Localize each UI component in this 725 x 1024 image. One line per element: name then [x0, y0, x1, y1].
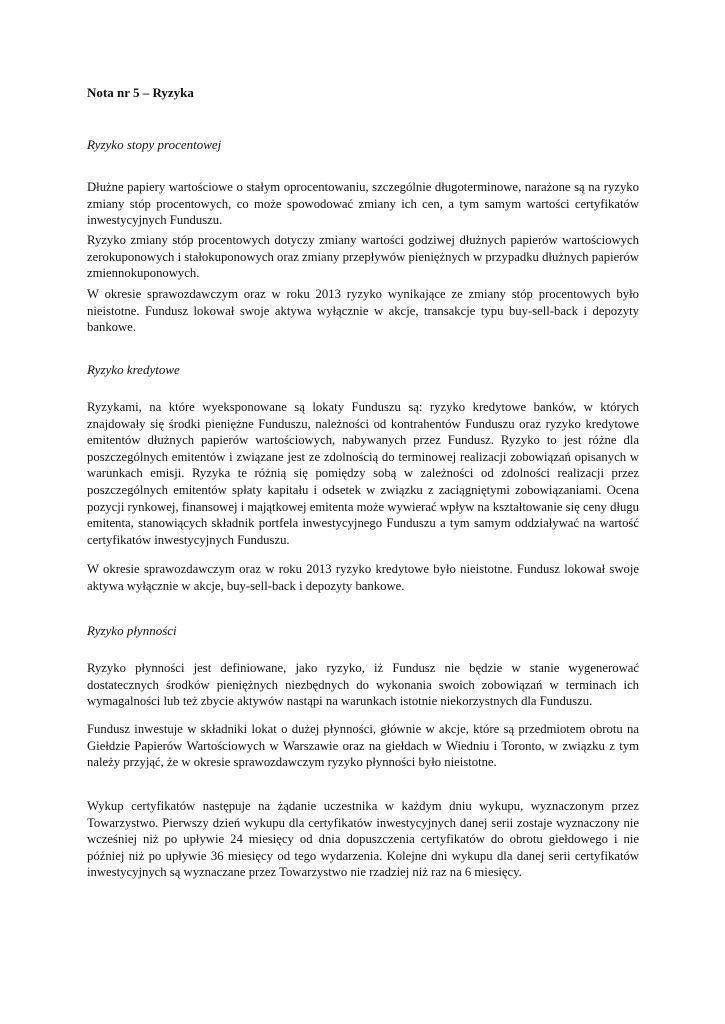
paragraph-interest-rate-1: Dłużne papiery wartościowe o stałym oprocentowaniu, szczególnie długoterminowe, narażone są na ryzyko zmiany stóp procentowych, co może spowodować zmiany ich cen, a tym samym wartości certyfikatów inwestycyjnych Funduszu. — [87, 180, 639, 228]
section-heading-liquidity: Ryzyko płynności — [87, 623, 177, 638]
paragraph-liquidity-2: Fundusz inwestuje w składniki lokat o dużej płynności, głównie w akcje, które są przedmiotem obrotu na Giełdzie Papierów Wartościowych w Warszawie oraz na giełdach w Wiedniu i Toronto, w związku z tym należy przyjąć, że w okresie sprawozdawczym ryzyko płynności było nieistotne. — [87, 722, 639, 770]
section-heading-interest-rate: Ryzyko stopy procentowej — [87, 137, 222, 152]
section-heading-credit: Ryzyko kredytowe — [87, 362, 180, 377]
paragraph-interest-rate-2: Ryzyko zmiany stóp procentowych dotyczy zmiany wartości godziwej dłużnych papierów wartościowych zerokuponowych i stałokuponowych oraz zmiany przepływów pieniężnych w przypadku dłużnych papierów zmiennokuponowych. — [87, 233, 639, 281]
paragraph-interest-rate-3: W okresie sprawozdawczym oraz w roku 2013 ryzyko wynikające ze zmiany stóp procentowych było nieistotne. Fundusz lokował swoje aktywa wyłącznie w akcje, transakcje typu buy-sell-back i depozyty bankowe. — [87, 287, 639, 335]
paragraph-liquidity-3: Wykup certyfikatów następuje na żądanie uczestnika w każdym dniu wykupu, wyznaczonym przez Towarzystwo. Pierwszy dzień wykupu dla certyfikatów inwestycyjnych danej serii zostaje wyznaczony nie wcześniej niż po upływie 24 miesięcy od dnia dopuszczenia certyfikatów do obrotu giełdowego i nie później niż po upływie 36 miesięcy od tego wydarzenia. Kolejne dni wykupu dla danej serii certyfikatów inwestycyjnych są wyznaczane przez Towarzystwo nie rzadziej niż raz na 6 miesięcy. — [87, 799, 639, 880]
paragraph-liquidity-1: Ryzyko płynności jest definiowane, jako ryzyko, iż Fundusz nie będzie w stanie wygenerować dostatecznych środków pieniężnych niezbędnych do wykonania swoich zobowiązań w terminach ich wymagalności lub też zbycie aktywów nastąpi na warunkach istotnie niekorzystnych dla Funduszu. — [87, 661, 639, 709]
paragraph-credit-2: W okresie sprawozdawczym oraz w roku 2013 ryzyko kredytowe było nieistotne. Fundusz lokował swoje aktywa wyłącznie w akcje, buy-sell-back i depozyty bankowe. — [87, 562, 639, 593]
paragraph-credit-1: Ryzykami, na które wyeksponowane są lokaty Funduszu są: ryzyko kredytowe banków, w których znajdowały się środki pieniężne Funduszu, należności od kontrahentów Funduszu oraz ryzyko kredytowe emitentów dłużnych papierów wartościowych, nabywanych przez Fundusz. Ryzyko to jest różne dla poszczególnych emitentów i związane jest ze zdolnością do terminowej realizacji zobowiązań opisanych w warunkach emisji. Ryzyka te różnią się pomiędzy sobą w zależności od zdolności realizacji przez poszczególnych emitentów spłaty kapitału i odsetek w związku z zaciągniętymi zobowiązaniami. Ocena pozycji rynkowej, finansowej i majątkowej emitenta może wywierać wpływ na kształtowanie się ceny długu emitenta, stanowiących składnik portfela inwestycyjnego Funduszu a tym samym oddziaływać na wartość certyfikatów inwestycyjnych Funduszu. — [87, 400, 639, 547]
note-title: Nota nr 5 – Ryzyka — [87, 85, 194, 100]
